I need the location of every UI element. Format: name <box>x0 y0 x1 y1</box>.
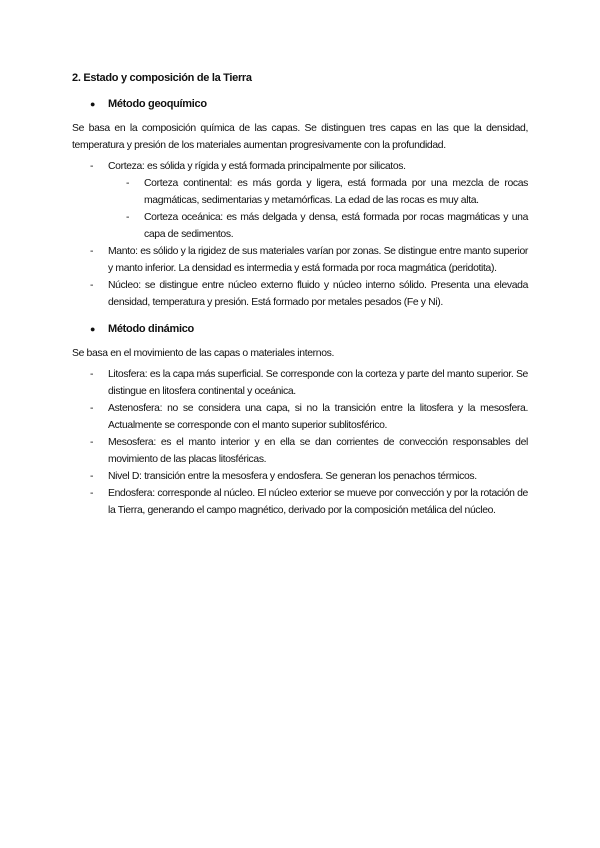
list-item-mesosfera: - Mesosfera: es el manto interior y en ella se dan corrientes de convección responsables del movimiento de las placas litosféricas. <box>72 434 528 468</box>
list-item-corteza <box>72 158 528 243</box>
dinamico-list <box>72 366 528 519</box>
geoquimico-intro: Se basa en la composición química de las capas. Se distinguen tres capas en las que la densidad, temperatura y presión de los materiales aumentan progresivamente con la profundidad. <box>72 123 528 151</box>
bullet-icon: ● <box>90 324 96 334</box>
section-title: 2. Estado y composición de la Tierra <box>72 72 252 84</box>
list-item-litosfera: - Litosfera: es la capa más superficial. Se corresponde con la corteza y parte del manto superior. Se distingue en litosfera continental y oceánica. <box>72 366 528 400</box>
list-item-corteza-continental: - Corteza continental: es más gorda y ligera, está formada por una mezcla de rocas magmáticas, sedimentarias y metamórficas. La edad de las rocas es muy alta. <box>72 175 528 209</box>
heading-metodo-geoquimico <box>90 96 528 112</box>
dinamico-intro: Se basa en el movimiento de las capas o materiales internos. <box>72 348 335 359</box>
list-item-nucleo: - Núcleo: se distingue entre núcleo externo fluido y núcleo interno sólido. Presenta una elevada densidad, temperatura y presión. Está formado por metales pesados (Fe y Ni). <box>72 277 528 311</box>
list-item-nivel-d: - Nivel D: transición entre la mesosfera y endosfera. Se generan los penachos térmicos. <box>72 468 528 485</box>
list-item-endosfera: - Endosfera: corresponde al núcleo. El núcleo exterior se mueve por convección y por la rotación de la Tierra, generando el campo magnético, derivado por la composición metálica del núcleo. <box>72 485 528 519</box>
document-page <box>72 70 528 519</box>
list-item-astenosfera: - Astenosfera: no se considera una capa, si no la transición entre la litosfera y la mesosfera. Actualmente se corresponde con el manto superior sublitosférico. <box>72 400 528 434</box>
heading-text: Método geoquímico <box>108 98 207 110</box>
corteza-sublist <box>72 175 528 243</box>
geoquimico-list <box>72 158 528 311</box>
heading-text: Método dinámico <box>108 323 194 335</box>
list-item-text: Corteza: es sólida y rígida y está formada principalmente por silicatos. <box>108 161 406 172</box>
bullet-icon: ● <box>90 99 96 109</box>
list-item-manto: - Manto: es sólido y la rigidez de sus materiales varían por zonas. Se distingue entre manto superior y manto inferior. La densidad es intermedia y está formada por roca magmática (peridotita). <box>72 243 528 277</box>
list-item-corteza-oceanica: - Corteza oceánica: es más delgada y densa, está formada por rocas magmáticas y una capa de sedimentos. <box>72 209 528 243</box>
heading-metodo-dinamico <box>90 321 528 337</box>
